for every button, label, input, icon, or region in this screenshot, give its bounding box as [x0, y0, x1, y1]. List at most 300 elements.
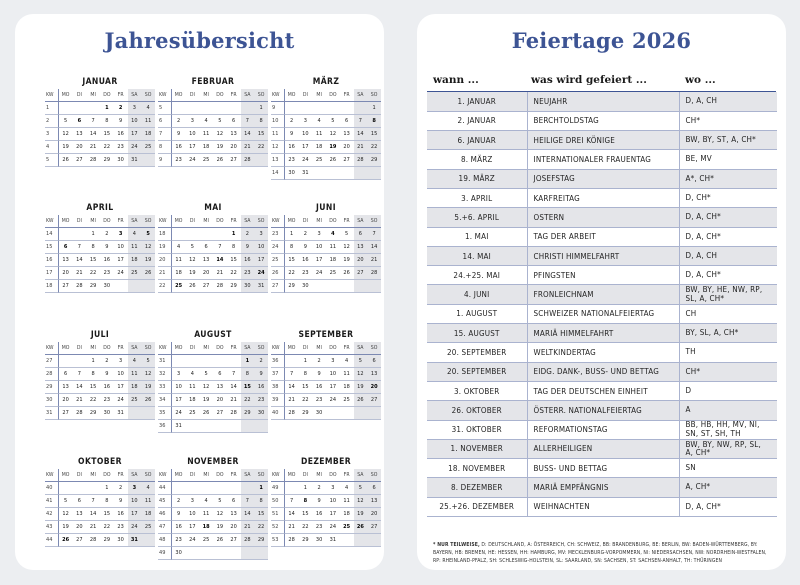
day-cell: 9 — [172, 508, 186, 521]
holiday-regions: D, A, CH* — [679, 497, 777, 516]
holiday-row — [427, 266, 777, 285]
day-cell: 10 — [312, 241, 326, 254]
day-cell: 4 — [312, 115, 326, 128]
week-number: 7 — [158, 128, 172, 141]
day-cell: 13 — [73, 128, 87, 141]
day-cell: 28 — [285, 534, 299, 547]
day-cell — [186, 482, 200, 495]
day-cell — [213, 482, 227, 495]
day-cell: 24 — [326, 521, 340, 534]
day-cell: 26 — [213, 154, 227, 167]
week-number: 11 — [271, 128, 285, 141]
day-cell: 3 — [128, 482, 142, 495]
day-cell: 14 — [354, 128, 368, 141]
month-dezember — [271, 456, 381, 547]
holiday-regions: A*, CH* — [679, 169, 777, 188]
day-cell: 14 — [241, 508, 255, 521]
day-cell: 20 — [59, 267, 73, 280]
day-cell — [213, 420, 227, 433]
page-title: Jahresübersicht — [104, 28, 295, 53]
day-cell: 9 — [114, 115, 128, 128]
month-grid — [45, 342, 155, 420]
month-april — [45, 202, 155, 293]
day-cell: 17 — [299, 141, 313, 154]
month-september — [271, 329, 381, 420]
day-cell: 11 — [128, 241, 142, 254]
day-cell — [241, 547, 255, 560]
holiday-date: 3. APRIL — [427, 188, 527, 207]
holiday-name: HEILIGE DREI KÖNIGE — [527, 131, 679, 150]
week-number: 26 — [271, 267, 285, 280]
day-cell: 19 — [59, 141, 73, 154]
week-number: 24 — [271, 241, 285, 254]
day-cell: 20 — [199, 267, 213, 280]
day-cell: 25 — [186, 407, 200, 420]
day-cell: 2 — [299, 228, 313, 241]
weekday-header: DO — [100, 342, 114, 355]
weekday-header: MI — [86, 469, 100, 482]
day-cell — [59, 355, 73, 368]
month-grid — [45, 469, 155, 547]
month-januar — [45, 76, 155, 167]
day-cell: 8 — [254, 495, 268, 508]
holiday-row — [427, 227, 777, 246]
week-number: 36 — [271, 355, 285, 368]
day-cell: 26 — [141, 394, 155, 407]
month-grid — [158, 215, 268, 293]
weekday-header: DO — [213, 469, 227, 482]
day-cell: 13 — [367, 495, 381, 508]
day-cell: 28 — [227, 407, 241, 420]
day-cell: 26 — [354, 394, 368, 407]
day-cell — [172, 228, 186, 241]
day-cell: 21 — [86, 521, 100, 534]
day-cell: 27 — [367, 521, 381, 534]
day-cell: 6 — [340, 115, 354, 128]
day-cell: 4 — [141, 482, 155, 495]
day-cell: 21 — [73, 267, 87, 280]
holiday-name: WEIHNACHTEN — [527, 497, 679, 516]
weekday-header: DI — [299, 215, 313, 228]
day-cell: 25 — [141, 521, 155, 534]
day-cell: 27 — [367, 394, 381, 407]
weekday-header: SA — [241, 342, 255, 355]
holiday-table-header — [417, 74, 786, 90]
week-number: 4 — [45, 141, 59, 154]
day-cell: 25 — [312, 154, 326, 167]
day-cell: 13 — [340, 128, 354, 141]
day-cell: 11 — [312, 128, 326, 141]
day-cell: 7 — [241, 115, 255, 128]
day-cell: 14 — [73, 254, 87, 267]
day-cell: 22 — [100, 521, 114, 534]
day-cell: 27 — [227, 534, 241, 547]
day-cell — [312, 280, 326, 293]
day-cell: 12 — [59, 128, 73, 141]
day-cell: 31 — [128, 154, 142, 167]
day-cell: 10 — [114, 241, 128, 254]
day-cell: 16 — [241, 254, 255, 267]
weekday-header: DI — [186, 469, 200, 482]
day-cell: 28 — [354, 154, 368, 167]
weekday-header: FR — [114, 469, 128, 482]
holiday-regions: A — [679, 401, 777, 420]
day-cell — [367, 280, 381, 293]
day-cell — [285, 482, 299, 495]
day-cell: 6 — [227, 495, 241, 508]
weekday-header: MI — [312, 342, 326, 355]
day-cell: 30 — [285, 167, 299, 180]
day-cell: 18 — [199, 141, 213, 154]
day-cell: 5 — [354, 355, 368, 368]
day-cell: 20 — [340, 141, 354, 154]
week-number: 41 — [45, 495, 59, 508]
day-cell: 2 — [100, 228, 114, 241]
week-number: 34 — [158, 394, 172, 407]
week-number: 21 — [158, 267, 172, 280]
day-cell: 12 — [340, 241, 354, 254]
day-cell: 14 — [86, 508, 100, 521]
day-cell: 21 — [354, 141, 368, 154]
weekday-header: MI — [199, 469, 213, 482]
day-cell: 2 — [312, 355, 326, 368]
day-cell: 2 — [312, 482, 326, 495]
day-cell: 4 — [340, 355, 354, 368]
holiday-date: 1. JANUAR — [427, 92, 527, 111]
day-cell — [59, 102, 73, 115]
week-number: 38 — [271, 381, 285, 394]
day-cell — [199, 102, 213, 115]
week-number: 44 — [45, 534, 59, 547]
day-cell: 10 — [172, 381, 186, 394]
day-cell: 11 — [141, 495, 155, 508]
holiday-row — [427, 420, 777, 439]
day-cell — [199, 547, 213, 560]
day-cell: 30 — [172, 547, 186, 560]
day-cell: 14 — [213, 254, 227, 267]
weekday-header: MI — [312, 215, 326, 228]
weekday-header: FR — [340, 342, 354, 355]
weekday-header: MO — [285, 342, 299, 355]
day-cell: 27 — [73, 154, 87, 167]
day-cell: 17 — [312, 254, 326, 267]
weekday-header: DI — [186, 342, 200, 355]
weekday-header: KW — [158, 469, 172, 482]
week-number: 39 — [271, 394, 285, 407]
weekday-header: MI — [199, 342, 213, 355]
holiday-row — [427, 497, 777, 516]
day-cell: 7 — [285, 368, 299, 381]
day-cell: 6 — [73, 495, 87, 508]
day-cell: 29 — [241, 407, 255, 420]
day-cell: 1 — [86, 355, 100, 368]
day-cell: 9 — [254, 368, 268, 381]
day-cell: 8 — [254, 115, 268, 128]
day-cell — [86, 102, 100, 115]
day-cell: 10 — [114, 368, 128, 381]
week-number: 31 — [158, 355, 172, 368]
week-number: 37 — [271, 368, 285, 381]
day-cell: 21 — [213, 267, 227, 280]
holiday-name: CHRISTI HIMMELFAHRT — [527, 246, 679, 265]
day-cell: 7 — [354, 115, 368, 128]
day-cell — [141, 154, 155, 167]
day-cell: 25 — [340, 394, 354, 407]
day-cell: 2 — [285, 115, 299, 128]
month-name: OKTOBER — [78, 457, 122, 467]
weekday-header: SO — [367, 469, 381, 482]
week-number: 40 — [271, 407, 285, 420]
day-cell: 20 — [73, 521, 87, 534]
day-cell — [186, 420, 200, 433]
day-cell: 12 — [199, 381, 213, 394]
day-cell: 10 — [299, 128, 313, 141]
day-cell — [254, 420, 268, 433]
day-cell — [367, 167, 381, 180]
day-cell: 24 — [254, 267, 268, 280]
day-cell: 5 — [141, 355, 155, 368]
holiday-regions: TH — [679, 343, 777, 362]
holiday-regions: D, A, CH* — [679, 266, 777, 285]
weekday-header: FR — [227, 469, 241, 482]
holiday-name: ALLERHEILIGEN — [527, 439, 679, 458]
day-cell: 11 — [199, 508, 213, 521]
day-cell: 25 — [326, 267, 340, 280]
weekday-header: DO — [100, 469, 114, 482]
week-number: 2 — [45, 115, 59, 128]
day-cell: 4 — [340, 482, 354, 495]
day-cell: 24 — [186, 534, 200, 547]
day-cell: 10 — [186, 508, 200, 521]
day-cell: 19 — [354, 508, 368, 521]
week-number: 5 — [158, 102, 172, 115]
weekday-header: MO — [285, 89, 299, 102]
day-cell: 30 — [100, 280, 114, 293]
day-cell: 13 — [59, 381, 73, 394]
week-number: 52 — [271, 521, 285, 534]
week-number: 12 — [271, 141, 285, 154]
day-cell: 3 — [326, 482, 340, 495]
week-number: 13 — [271, 154, 285, 167]
day-cell — [186, 547, 200, 560]
holiday-row — [427, 111, 777, 130]
weekday-header: DO — [326, 215, 340, 228]
month-februar — [158, 76, 268, 167]
day-cell: 23 — [100, 394, 114, 407]
day-cell: 10 — [128, 115, 142, 128]
day-cell: 1 — [227, 228, 241, 241]
weekday-header: DO — [326, 469, 340, 482]
month-grid — [158, 469, 268, 560]
holiday-regions: BW, BY, ST, A, CH* — [679, 131, 777, 150]
day-cell: 27 — [213, 407, 227, 420]
day-cell: 6 — [199, 241, 213, 254]
holiday-row — [427, 131, 777, 150]
weekday-header: SO — [141, 89, 155, 102]
weekday-header: KW — [45, 342, 59, 355]
week-number: 3 — [45, 128, 59, 141]
week-number: 35 — [158, 407, 172, 420]
week-number: 46 — [158, 508, 172, 521]
day-cell — [241, 482, 255, 495]
holiday-row — [427, 343, 777, 362]
holiday-name: INTERNATIONALER FRAUENTAG — [527, 150, 679, 169]
weekday-header: FR — [227, 342, 241, 355]
day-cell: 15 — [367, 128, 381, 141]
day-cell: 9 — [172, 128, 186, 141]
holiday-regions: D, A, CH* — [679, 208, 777, 227]
holiday-row — [427, 324, 777, 343]
day-cell: 1 — [299, 355, 313, 368]
day-cell: 5 — [213, 115, 227, 128]
holiday-date: 24.+25. MAI — [427, 266, 527, 285]
holiday-row — [427, 401, 777, 420]
weekday-header: FR — [340, 89, 354, 102]
day-cell — [172, 482, 186, 495]
day-cell: 7 — [73, 368, 87, 381]
day-cell: 15 — [254, 128, 268, 141]
day-cell: 12 — [141, 241, 155, 254]
day-cell: 14 — [285, 381, 299, 394]
day-cell: 17 — [186, 521, 200, 534]
day-cell: 24 — [326, 394, 340, 407]
day-cell: 13 — [227, 508, 241, 521]
day-cell: 3 — [114, 228, 128, 241]
day-cell: 25 — [340, 521, 354, 534]
day-cell: 12 — [186, 254, 200, 267]
day-cell: 30 — [299, 280, 313, 293]
day-cell: 26 — [186, 280, 200, 293]
day-cell — [199, 355, 213, 368]
day-cell: 21 — [86, 141, 100, 154]
holiday-regions: D, A, CH* — [679, 227, 777, 246]
day-cell — [199, 482, 213, 495]
weekday-header: MI — [86, 215, 100, 228]
day-cell — [172, 102, 186, 115]
day-cell: 27 — [59, 280, 73, 293]
holiday-name: MARIÄ HIMMELFAHRT — [527, 324, 679, 343]
day-cell: 8 — [367, 115, 381, 128]
day-cell: 20 — [213, 394, 227, 407]
holiday-row — [427, 246, 777, 265]
weekday-header: KW — [45, 469, 59, 482]
week-number: 9 — [271, 102, 285, 115]
holiday-date: 1. MAI — [427, 227, 527, 246]
day-cell — [340, 407, 354, 420]
day-cell: 16 — [254, 381, 268, 394]
day-cell — [326, 280, 340, 293]
weekday-header: SO — [141, 215, 155, 228]
month-name: AUGUST — [194, 330, 232, 340]
day-cell: 21 — [241, 141, 255, 154]
day-cell: 23 — [285, 154, 299, 167]
holiday-name: FRONLEICHNAM — [527, 285, 679, 304]
day-cell: 25 — [199, 534, 213, 547]
weekday-header: SA — [128, 469, 142, 482]
day-cell: 31 — [114, 407, 128, 420]
day-cell: 18 — [128, 381, 142, 394]
weekday-header: DO — [213, 89, 227, 102]
day-cell: 30 — [241, 280, 255, 293]
day-cell: 25 — [172, 280, 186, 293]
day-cell — [354, 102, 368, 115]
day-cell: 16 — [312, 508, 326, 521]
day-cell — [227, 355, 241, 368]
month-grid — [271, 89, 381, 180]
day-cell: 4 — [172, 241, 186, 254]
day-cell: 26 — [199, 407, 213, 420]
day-cell: 12 — [354, 368, 368, 381]
holiday-name: ÖSTERR. NATIONALFEIERTAG — [527, 401, 679, 420]
day-cell — [73, 482, 87, 495]
column-header-what: was wird gefeiert ... — [531, 74, 647, 86]
month-name: APRIL — [86, 203, 114, 213]
weekday-header: MO — [285, 469, 299, 482]
day-cell: 16 — [299, 254, 313, 267]
holiday-name: EIDG. DANK-, BUSS- UND BETTAG — [527, 362, 679, 381]
day-cell: 26 — [59, 154, 73, 167]
day-cell: 6 — [227, 115, 241, 128]
weekday-header: DO — [100, 89, 114, 102]
weekday-header: DO — [213, 342, 227, 355]
holiday-date: 20. SEPTEMBER — [427, 362, 527, 381]
day-cell: 3 — [254, 228, 268, 241]
day-cell: 30 — [254, 407, 268, 420]
day-cell: 11 — [199, 128, 213, 141]
weekday-header: DI — [299, 342, 313, 355]
day-cell: 16 — [172, 141, 186, 154]
day-cell — [128, 280, 142, 293]
day-cell: 20 — [367, 381, 381, 394]
day-cell: 6 — [367, 482, 381, 495]
day-cell: 7 — [367, 228, 381, 241]
day-cell: 27 — [354, 267, 368, 280]
holiday-name: BUSS- UND BETTAG — [527, 459, 679, 478]
day-cell — [326, 167, 340, 180]
day-cell: 6 — [73, 115, 87, 128]
day-cell: 1 — [86, 228, 100, 241]
weekday-header: SA — [128, 215, 142, 228]
day-cell: 24 — [128, 141, 142, 154]
month-märz — [271, 76, 381, 180]
month-mai — [158, 202, 268, 293]
day-cell: 13 — [213, 381, 227, 394]
holiday-date: 6. JANUAR — [427, 131, 527, 150]
week-number: 49 — [158, 547, 172, 560]
weekday-header: FR — [227, 215, 241, 228]
weekday-header: SO — [367, 215, 381, 228]
day-cell: 16 — [172, 521, 186, 534]
day-cell: 3 — [114, 355, 128, 368]
day-cell: 28 — [86, 534, 100, 547]
day-cell: 25 — [199, 154, 213, 167]
day-cell: 28 — [241, 154, 255, 167]
holiday-name: TAG DER DEUTSCHEN EINHEIT — [527, 381, 679, 400]
month-name: SEPTEMBER — [298, 330, 354, 340]
holiday-date: 5.+6. APRIL — [427, 208, 527, 227]
day-cell: 29 — [367, 154, 381, 167]
day-cell: 22 — [299, 521, 313, 534]
weekday-header: MI — [199, 215, 213, 228]
day-cell: 29 — [254, 534, 268, 547]
day-cell: 18 — [186, 394, 200, 407]
holiday-name: MARIÄ EMPFÄNGNIS — [527, 478, 679, 497]
day-cell: 18 — [326, 254, 340, 267]
holiday-row — [427, 285, 777, 304]
holiday-name: SCHWEIZER NATIONALFEIERTAG — [527, 304, 679, 323]
holiday-row — [427, 459, 777, 478]
day-cell: 2 — [114, 102, 128, 115]
